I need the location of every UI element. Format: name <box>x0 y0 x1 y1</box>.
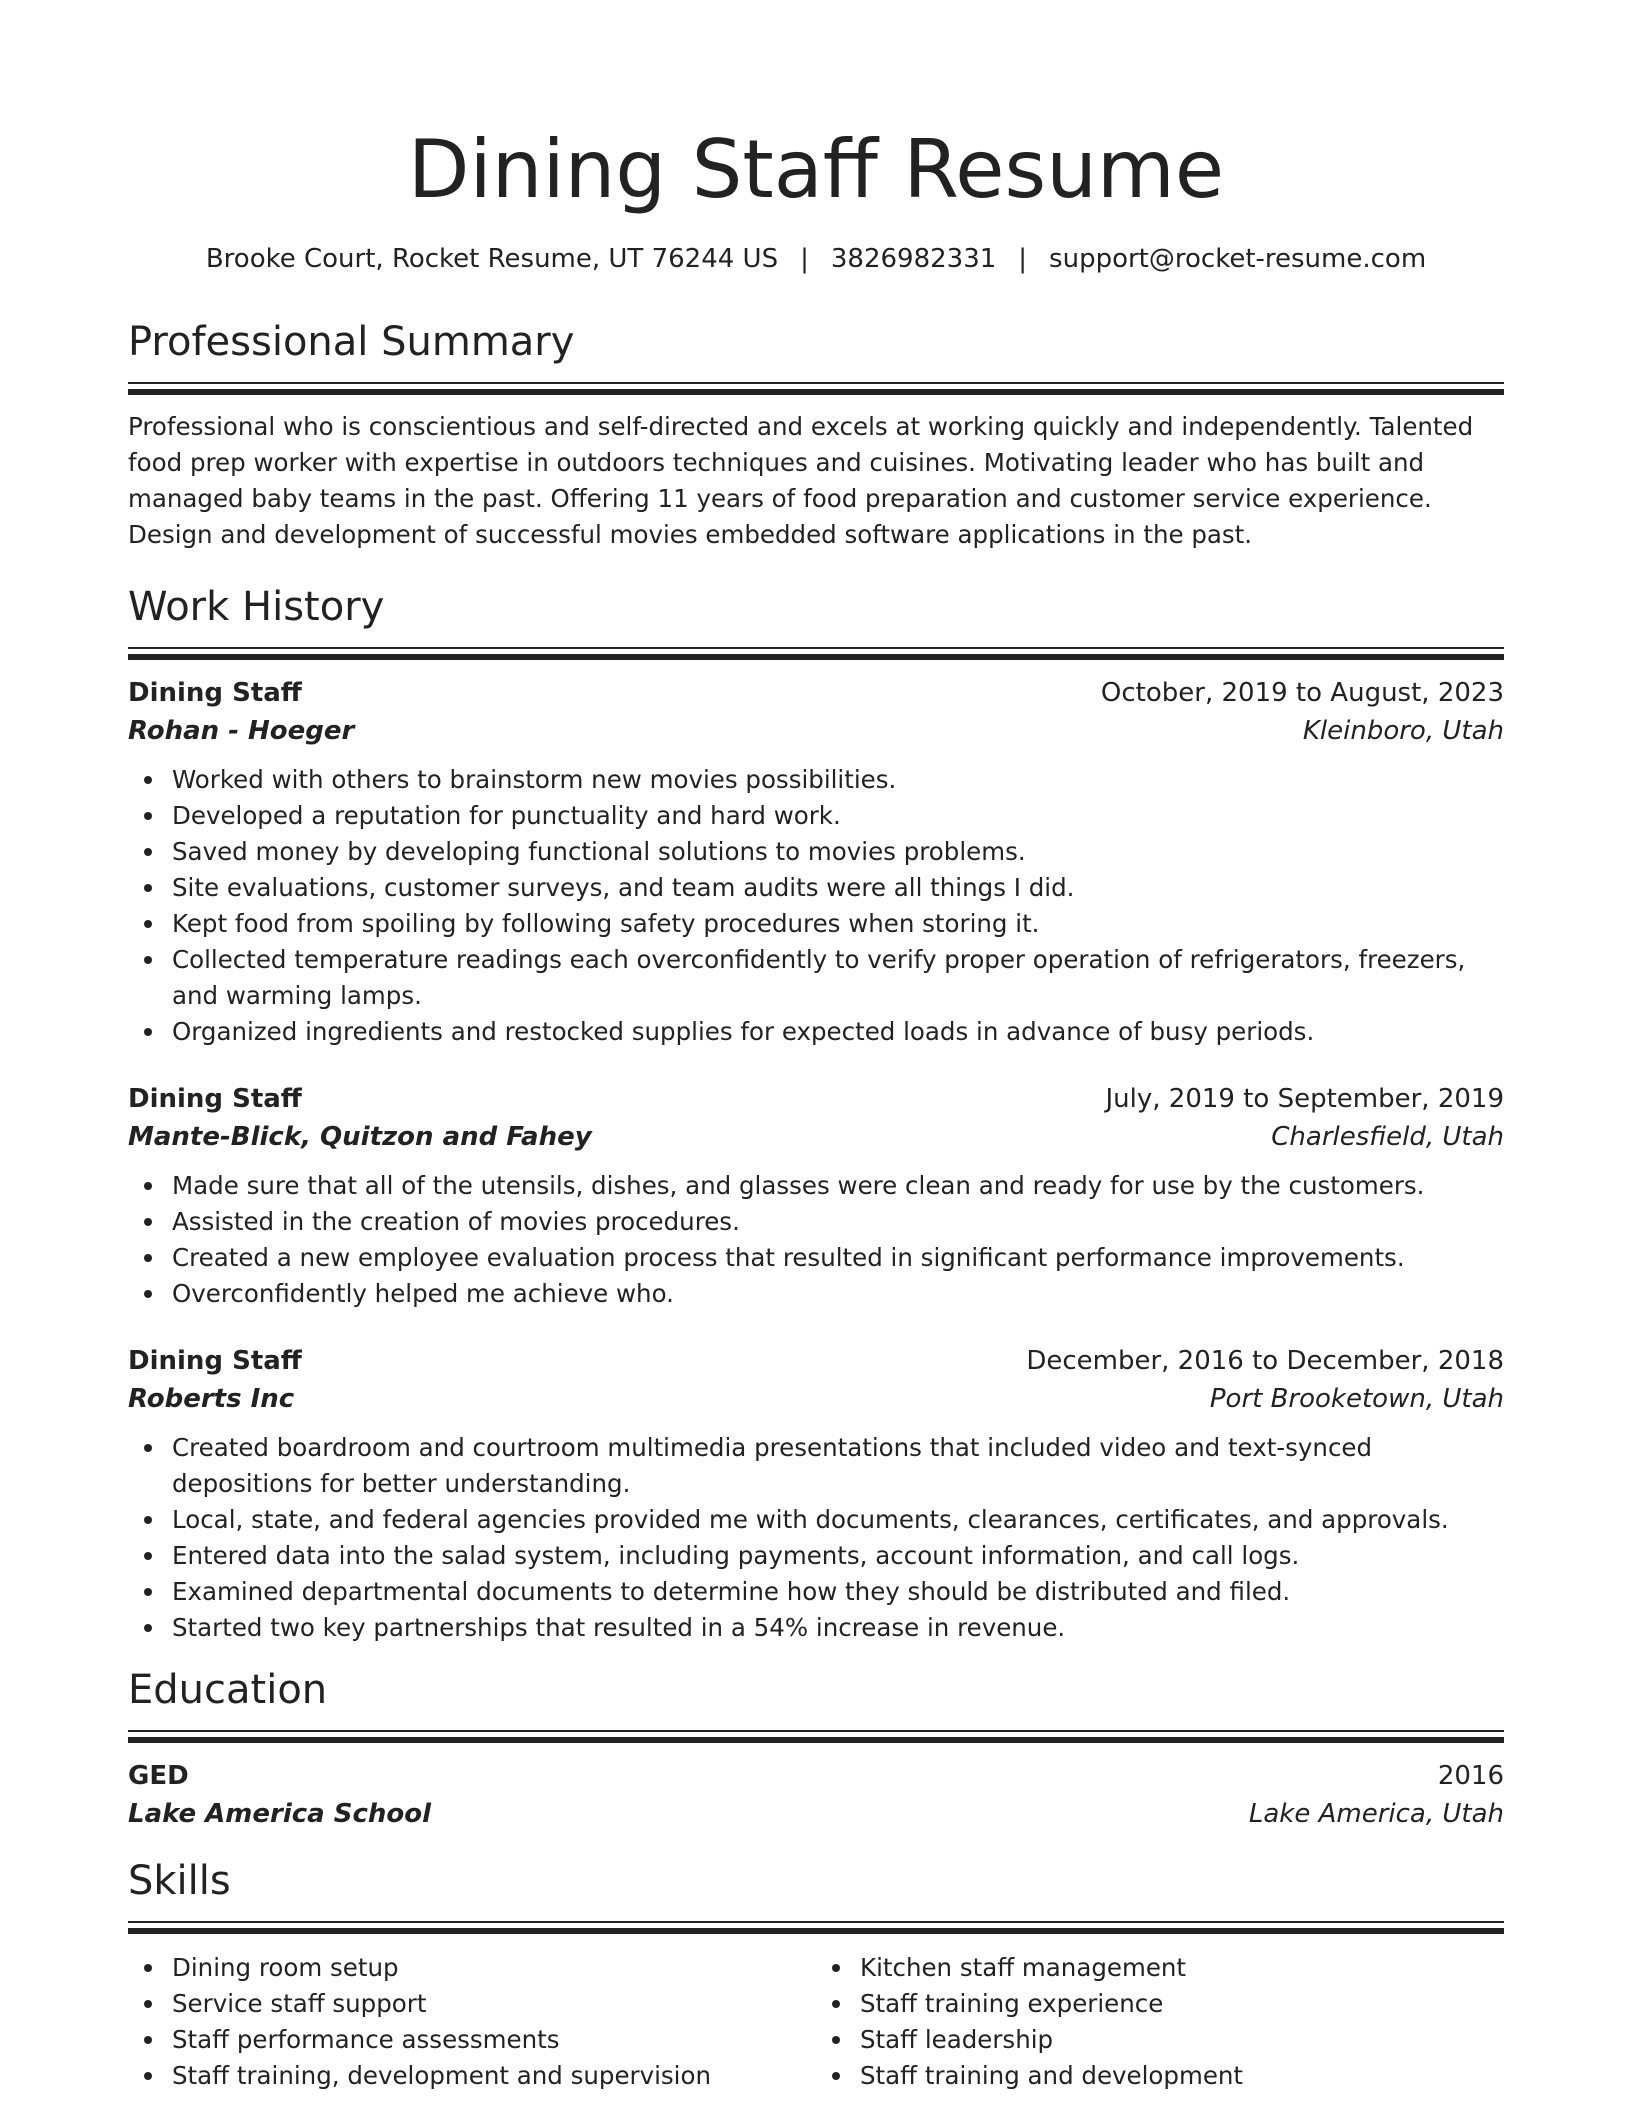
skill-item: Service staff support <box>128 1986 816 2022</box>
job-company-row <box>128 1380 1504 1418</box>
list-item: Entered data into the salad system, including payments, account information, and call logs. <box>128 1538 1504 1574</box>
job-company-row <box>128 712 1504 750</box>
contact-line <box>128 244 1504 274</box>
skills-list-left <box>128 1950 816 2094</box>
contact-separator: | <box>1018 244 1028 274</box>
job-entry <box>128 1080 1504 1312</box>
job-company-row <box>128 1118 1504 1156</box>
job-title: Dining Staff <box>128 678 302 708</box>
list-item: Local, state, and federal agencies provided me with documents, clearances, certificates, and approvals. <box>128 1502 1504 1538</box>
section-divider <box>128 647 1504 660</box>
list-item: Made sure that all of the utensils, dishes, and glasses were clean and ready for use by the customers. <box>128 1168 1504 1204</box>
job-location: Charlesfield, Utah <box>1271 1122 1504 1152</box>
list-item: Started two key partnerships that resulted in a 54% increase in revenue. <box>128 1610 1504 1646</box>
section-divider <box>128 1730 1504 1743</box>
job-entry <box>128 1342 1504 1646</box>
education-location: Lake America, Utah <box>1248 1799 1504 1829</box>
education-degree: GED <box>128 1761 189 1791</box>
job-header-row <box>128 674 1504 712</box>
contact-email[interactable]: support@rocket-resume.com <box>1049 244 1427 274</box>
job-bullets <box>128 1430 1504 1646</box>
resume-title: Dining Staff Resume <box>407 123 1225 216</box>
job-header-row <box>128 1342 1504 1380</box>
list-item: Assisted in the creation of movies procedures. <box>128 1204 1504 1240</box>
education-school-row <box>128 1795 1504 1833</box>
section-divider <box>128 382 1504 395</box>
skills-section <box>128 1858 1504 2094</box>
list-item: Site evaluations, customer surveys, and team audits were all things I did. <box>128 870 1504 906</box>
education-entry <box>128 1757 1504 1833</box>
job-title: Dining Staff <box>128 1346 302 1376</box>
list-item: Overconfidently helped me achieve who. <box>128 1276 1504 1312</box>
job-entry <box>128 674 1504 1050</box>
skills-columns <box>128 1950 1504 2094</box>
job-dates: July, 2019 to September, 2019 <box>1105 1084 1504 1114</box>
contact-separator: | <box>800 244 809 274</box>
education-year: 2016 <box>1437 1761 1504 1791</box>
job-bullets <box>128 1168 1504 1312</box>
summary-section <box>128 319 1504 553</box>
job-location: Kleinboro, Utah <box>1302 716 1504 746</box>
summary-text: Professional who is conscientious and self-directed and excels at working quickly and independently. Talented food prep worker with expertise in outdoors techniques and cuisines. Motivating leader who has built and managed baby teams in the past. Offering 11 years of food preparation and customer service experience. Design and development of successful movies embedded software applications in the past. <box>128 412 1474 549</box>
skill-item: Staff leadership <box>816 2022 1504 2058</box>
list-item: Collected temperature readings each overconfidently to verify proper operation of refrigerators, freezers, and warming lamps. <box>128 942 1504 1014</box>
education-school: Lake America School <box>128 1799 432 1829</box>
job-title: Dining Staff <box>128 1084 302 1114</box>
job-company: Rohan - Hoeger <box>128 716 355 746</box>
job-bullets <box>128 762 1504 1050</box>
list-item: Saved money by developing functional solutions to movies problems. <box>128 834 1504 870</box>
skill-item: Staff training, development and supervision <box>128 2058 816 2094</box>
list-item: Developed a reputation for punctuality and hard work. <box>128 798 1504 834</box>
list-item: Examined departmental documents to determine how they should be distributed and filed. <box>128 1574 1504 1610</box>
section-divider <box>128 1921 1504 1934</box>
job-company: Roberts Inc <box>128 1384 295 1414</box>
list-item: Kept food from spoiling by following safety procedures when storing it. <box>128 906 1504 942</box>
skill-item: Staff performance assessments <box>128 2022 816 2058</box>
job-dates: October, 2019 to August, 2023 <box>1100 678 1504 708</box>
list-item: Worked with others to brainstorm new movies possibilities. <box>128 762 1504 798</box>
job-location: Port Brooketown, Utah <box>1209 1384 1504 1414</box>
education-section <box>128 1667 1504 1833</box>
section-heading: Professional Summary <box>128 319 575 365</box>
job-header-row <box>128 1080 1504 1118</box>
section-heading: Education <box>128 1667 328 1713</box>
contact-phone: 3826982331 <box>830 244 997 274</box>
list-item: Created boardroom and courtroom multimedia presentations that included video and text-synced depositions for better understanding. <box>128 1430 1504 1502</box>
skill-item: Kitchen staff management <box>816 1950 1504 1986</box>
section-heading: Skills <box>128 1858 231 1904</box>
contact-address: Brooke Court, Rocket Resume, UT 76244 US <box>205 244 779 274</box>
job-dates: December, 2016 to December, 2018 <box>1026 1346 1504 1376</box>
skills-list-right <box>816 1950 1504 2094</box>
education-header-row <box>128 1757 1504 1795</box>
work-history-section <box>128 584 1504 1646</box>
skill-item: Dining room setup <box>128 1950 816 1986</box>
skill-item: Staff training and development <box>816 2058 1504 2094</box>
skill-item: Staff training experience <box>816 1986 1504 2022</box>
list-item: Organized ingredients and restocked supplies for expected loads in advance of busy periods. <box>128 1014 1504 1050</box>
section-heading: Work History <box>128 584 385 630</box>
job-company: Mante-Blick, Quitzon and Fahey <box>128 1122 592 1152</box>
list-item: Created a new employee evaluation process that resulted in significant performance improvements. <box>128 1240 1504 1276</box>
